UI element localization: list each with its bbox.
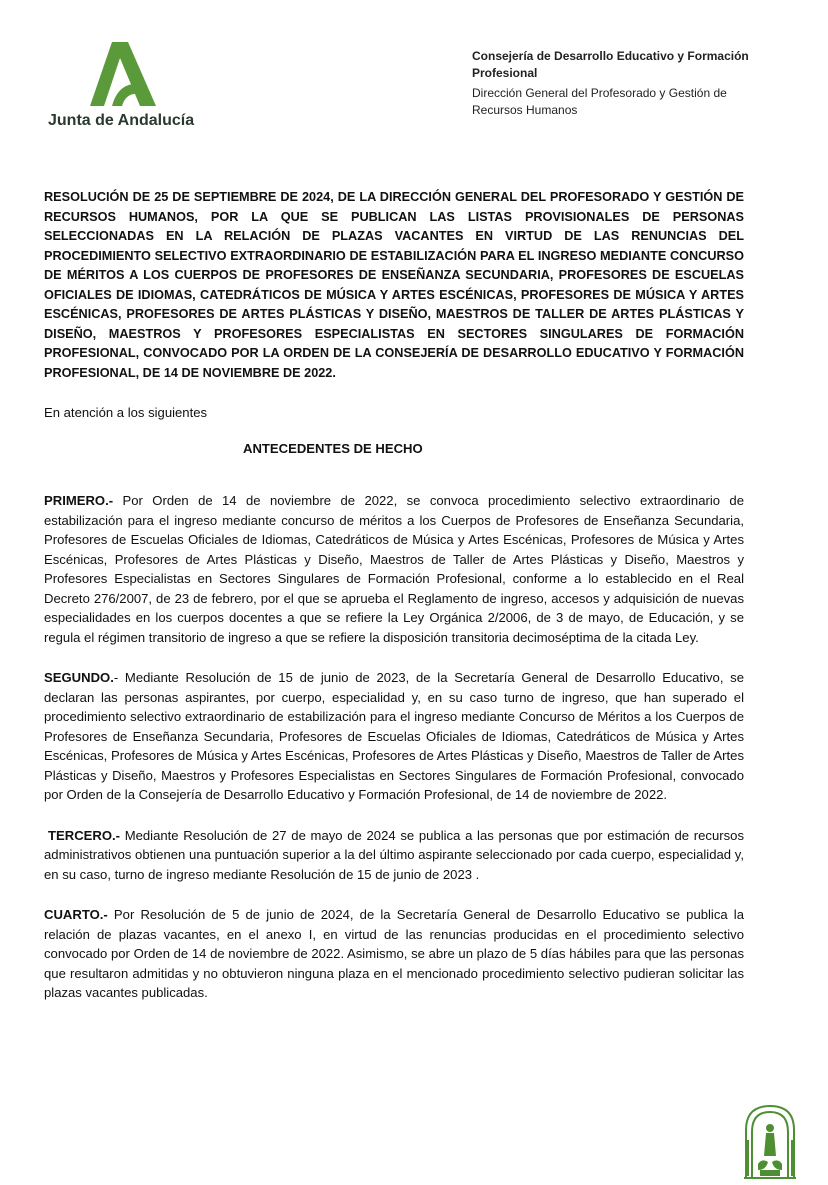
paragraph-primero xyxy=(44,491,744,647)
junta-de-andalucia-logo xyxy=(44,40,214,135)
paragraph-lead: TERCERO.- xyxy=(48,827,121,843)
paragraph-lead: PRIMERO.- xyxy=(44,493,114,508)
document-body xyxy=(44,188,744,1003)
paragraph-tercero xyxy=(44,826,744,885)
andalucia-coat-of-arms-icon xyxy=(740,1100,800,1180)
paragraph-text: Por Resolución de 5 de junio de 2024, de la Secretaría General de Desarrollo Educativo se publica la relación de plazas vacantes, en el anexo I, en virtud de las renuncias producidas en el procedimiento selectivo convocado por Orden de 14 de noviembre de 2022. Asimismo, se abre un plazo de 5 días hábiles para que las personas que resultaron admitidas y no obtuvieron ninguna plaza en el mencionado procedimiento selectivo pudieran solicitar las plazas vacantes publicadas. xyxy=(44,907,744,1000)
direccion-general-name: Dirección General del Profesorado y Gestión de Recursos Humanos xyxy=(472,86,727,117)
andalucia-a-icon xyxy=(88,40,160,112)
consejeria-name: Consejería de Desarrollo Educativo y Formación Profesional xyxy=(472,49,749,80)
intro-line: En atención a los siguientes xyxy=(44,405,208,420)
paragraph-lead: CUARTO.- xyxy=(44,907,108,922)
paragraph-cuarto xyxy=(44,905,744,1003)
paragraph-text: - Mediante Resolución de 15 de junio de 2023, de la Secretaría General de Desarrollo Educativo, se declaran las personas aspirantes, por cuerpo, especialidad y, en su caso turno de ingreso, que han superado el procedimiento selectivo extraordinario de estabilización para el ingreso mediante Concurso de Méritos a los Cuerpos de Profesores de Enseñanza Secundaria, Profesores de Escuelas Oficiales de Idiomas, Catedráticos de Música y Artes Escénicas, Profesores de Música y Artes Escénicas, Profesores de Artes Plásticas y Diseño, Maestros de Taller de Artes Plásticas y Diseño, Maestros y Profesores Especialistas en Sectores Singulares de Formación Profesional, convocado por Orden de la Consejería de Desarrollo Educativo y Formación Profesional, de 14 de noviembre de 2022. xyxy=(44,670,744,802)
paragraph-text: Por Orden de 14 de noviembre de 2022, se convoca procedimiento selectivo extraordinario de estabilización para el ingreso mediante concurso de méritos a los Cuerpos de Profesores de Enseñanza Secundaria, Profesores de Escuelas Oficiales de Idiomas, Catedráticos de Música y Artes Escénicas, Profesores de Música y Artes Escénicas, Profesores de Artes Plásticas y Diseño, Maestros de Taller de Artes Plásticas y Diseño, Maestros y Profesores Especialistas en Sectores Singulares de Formación Profesional, conforme a lo establecido en el Real Decreto 276/2007, de 23 de febrero, por el que se aprueba el Reglamento de ingreso, accesos y adquisición de nuevas especialidades en los cuerpos docentes a que se refiere la Ley Orgánica 2/2006, de 3 de mayo, de Educación, y se regula el régimen transitorio de ingreso a que se refiere la disposición transitoria decimoséptima de la citada Ley. xyxy=(44,493,744,645)
logo-text: Junta de Andalucía xyxy=(48,112,195,129)
section-heading: ANTECEDENTES DE HECHO xyxy=(243,440,423,456)
issuing-office xyxy=(472,48,772,119)
paragraph-segundo xyxy=(44,668,744,805)
resolution-title: RESOLUCIÓN DE 25 DE SEPTIEMBRE DE 2024, DE LA DIRECCIÓN GENERAL DEL PROFESORADO Y GESTIÓN DE RECURSOS HUMANOS, POR LA QUE SE PUBLICAN LAS LISTAS PROVISIONALES DE PERSONAS SELECCIONADAS EN LA RELACIÓN DE PLAZAS VACANTES EN VIRTUD DE LAS RENUNCIAS DEL PROCEDIMIENTO SELECTIVO EXTRAORDINARIO DE ESTABILIZACIÓN PARA EL INGRESO MEDIANTE CONCURSO DE MÉRITOS A LOS CUERPOS DE PROFESORES DE ENSEÑANZA SECUNDARIA, PROFESORES DE ESCUELAS OFICIALES DE IDIOMAS, CATEDRÁTICOS DE MÚSICA Y ARTES ESCÉNICAS, PROFESORES DE MÚSICA Y ARTES ESCÉNICAS, PROFESORES DE ARTES PLÁSTICAS Y DISEÑO, MAESTROS DE TALLER DE ARTES PLÁSTICAS Y DISEÑO, MAESTROS Y PROFESORES ESPECIALISTAS EN SECTORES SINGULARES DE FORMACIÓN PROFESIONAL, CONVOCADO POR LA ORDEN DE LA CONSEJERÍA DE DESARROLLO EDUCATIVO Y FORMACIÓN PROFESIONAL, DE 14 DE NOVIEMBRE DE 2022. xyxy=(44,190,744,380)
paragraph-lead: SEGUNDO. xyxy=(44,670,114,685)
paragraph-text: Mediante Resolución de 27 de mayo de 2024 se publica a las personas que por estimación de recursos administrativos obtienen una puntuación superior a la del último aspirante seleccionado por cada cuerpo, especialidad y, en su caso, turno de ingreso mediante Resolución de 15 de junio de 2023 . xyxy=(44,827,744,882)
